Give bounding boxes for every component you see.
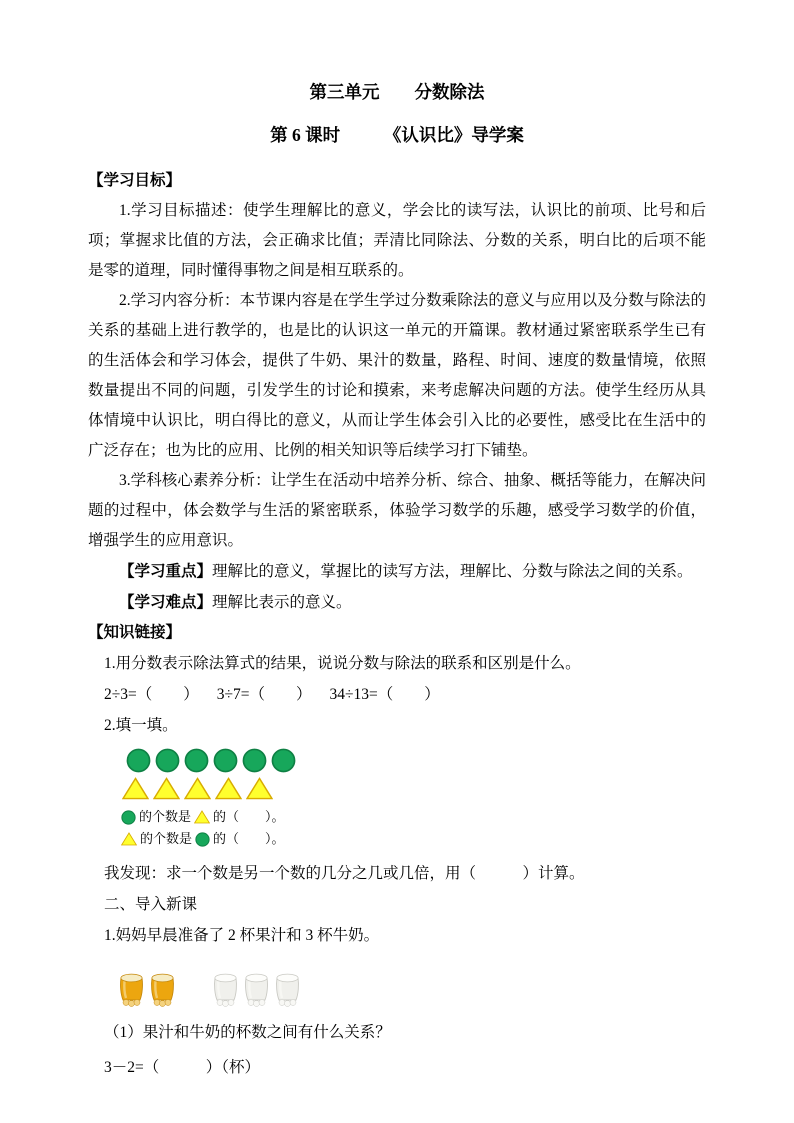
goal-paragraph-2: 2.学习内容分析：本节课内容是在学生学过分数乘除法的意义与应用以及分数与除法的关系的基础上进行教学的，也是比的认识这一单元的开篇课。教材通过紧密联系学生已有的生活体会和学习体会，提供了牛奶、果汁的数量，路程、时间、速度的数量情境，依照数量提出不同的问题，引发学生的讨论和摸索，来考虑解决问题的方法。使学生经历从具体情境中认识比，明白得比的意义，从而让学生体会引入比的必要性，感受比在生活中的广泛存在；也为比的应用、比例的相关知识等后续学习打下铺垫。 <box>88 292 706 459</box>
intro-item-1: 1.妈妈早晨准备了 2 杯果汁和 3 杯牛奶。 <box>104 927 380 944</box>
subtraction-equation: 3－2=（ ）（杯） <box>104 1059 260 1076</box>
goal-paragraph-3: 3.学科核心素养分析：让学生在活动中培养分析、综合、抽象、概括等能力，在解决问题的过程中，体会数学与生活的紧密联系，体验学习数学的乐趣，感受学习数学的价值，增强学生的应用意识。 <box>88 472 706 549</box>
section-2-heading: 二、导入新课 <box>104 896 198 913</box>
question-1: 1.用分数表示除法算式的结果，说说分数与除法的联系和区别是什么。 <box>104 655 581 672</box>
green-circle <box>242 748 267 773</box>
unit-title: 第三单元 分数除法 <box>309 82 485 102</box>
lesson-title: 第 6 课时 《认识比》导学案 <box>270 125 524 145</box>
yellow-triangle <box>153 777 180 800</box>
milk-cup <box>212 971 239 1009</box>
fill-blank-line-1 <box>118 806 706 828</box>
juice-cup-group <box>118 971 180 1009</box>
equation-1: 2÷3=（ ） <box>104 686 199 703</box>
discovery-line: 我发现：求一个数是另一个数的几分之几或几倍，用（ ）计算。 <box>104 865 585 882</box>
key-point-text: 理解比的意义，掌握比的读写方法，理解比、分数与除法之间的关系。 <box>212 563 693 580</box>
milk-cup <box>243 971 270 1009</box>
sub-question-1: （1）果汁和牛奶的杯数之间有什么关系？ <box>104 1024 391 1041</box>
fill-line1-text2: 的（ ）。 <box>213 809 285 824</box>
learning-goals-heading: 【学习目标】 <box>88 172 182 189</box>
fill-line2-text1: 的个数是 <box>140 831 193 846</box>
fill-line1-text1: 的个数是 <box>139 809 192 824</box>
yellow-triangle <box>246 777 273 800</box>
circle-row <box>126 747 706 774</box>
shapes-figure <box>126 747 706 802</box>
fill-blank-line-2 <box>118 828 706 850</box>
question-2: 2.填一填。 <box>104 717 178 734</box>
yellow-triangle <box>215 777 242 800</box>
green-circle-icon <box>121 810 136 825</box>
cups-figure <box>118 963 706 1009</box>
milk-cup-group <box>212 971 305 1009</box>
juice-cup <box>149 971 176 1009</box>
equation-3: 34÷13=（ ） <box>329 686 440 703</box>
equation-2: 3÷7=（ ） <box>216 686 312 703</box>
triangle-row <box>122 775 706 802</box>
juice-cup <box>118 971 145 1009</box>
knowledge-link-heading: 【知识链接】 <box>88 624 182 641</box>
goal-paragraph-1: 1.学习目标描述：使学生理解比的意义，学会比的读写法，认识比的前项、比号和后项；掌握求比值的方法，会正确求比值；弄清比同除法、分数的关系，明白比的后项不能是零的道理，同时懂得事物之间是相互联系的。 <box>88 202 706 279</box>
fill-line2-text2: 的（ ）。 <box>213 831 285 846</box>
key-point-label: 【学习重点】 <box>119 563 213 580</box>
yellow-triangle <box>122 777 149 800</box>
fill-blank-lines <box>118 806 706 850</box>
yellow-triangle-icon <box>194 810 210 824</box>
green-circle <box>271 748 296 773</box>
difficulty-point-label: 【学习难点】 <box>119 594 213 611</box>
green-circle <box>184 748 209 773</box>
yellow-triangle <box>184 777 211 800</box>
difficulty-point-line <box>88 587 706 618</box>
green-circle <box>213 748 238 773</box>
green-circle-icon <box>195 832 210 847</box>
green-circle <box>155 748 180 773</box>
difficulty-point-text: 理解比表示的意义。 <box>212 594 352 611</box>
yellow-triangle-icon <box>121 832 137 846</box>
division-equations <box>88 679 706 710</box>
milk-cup <box>274 971 301 1009</box>
green-circle <box>126 748 151 773</box>
key-point-line <box>88 556 706 587</box>
